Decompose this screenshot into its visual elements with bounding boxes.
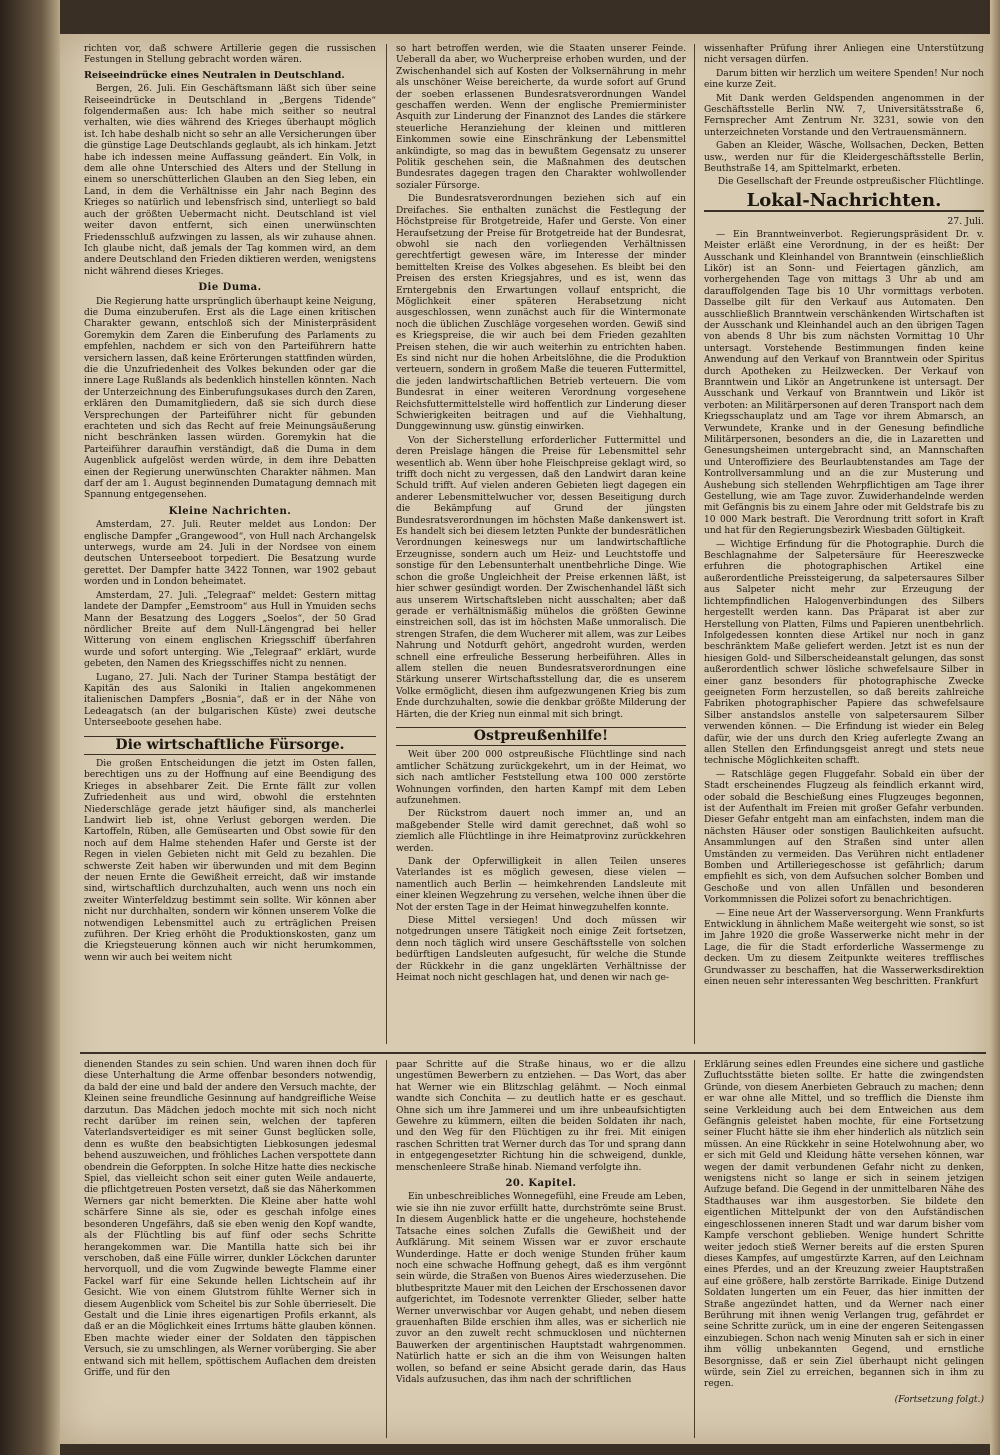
signature-line: Die Gesellschaft der Freunde ostpreußischer Flüchtlinge.: [717, 177, 984, 188]
paragraph: wissenhafter Prüfung ihrer Anliegen eine Unterstützung nicht versagen dürfen.: [704, 44, 984, 66]
chapter-heading: 20. Kapitel.: [505, 1178, 577, 1190]
feuilleton-column-3: [704, 1060, 984, 1438]
section-heading: Reiseeindrücke eines Neutralen in Deutschland.: [84, 69, 345, 81]
column-1: [84, 44, 376, 1044]
paragraph: — Ratschläge gegen Fluggefahr. Sobald ein über der Stadt erscheinendes Flugzeug als feindlich erkannt wird, oder sobald die Beschießung eines Flugzeuges begonnen, ist der Aufenthalt im Freien mit großer Gefahr verbunden. Dieser Gefahr entgeht man am einfachsten, indem man die nächsten Häuser oder sonstigen Baulichkeiten aufsucht. Ansammlungen auf den Straßen sind unter allen Umständen zu vermeiden. Das Verühren nicht entladener Bomben und Artilleriegeschosse ist gefährlich; darum empfiehlt es sich, von dem Aufsuchen solcher Bomben und Geschoße und von allen Unfällen und besonderen Vorkommnissen die Polizei sofort zu benachrichtigen.: [704, 769, 984, 906]
section-heading: Kleine Nachrichten.: [168, 505, 292, 517]
paragraph: — Wichtige Erfindung für die Photographie. Durch die Beschlagnahme der Salpetersäure für Heereszwecke erfuhren die photographischen Artikel eine außerordentliche Preissteigerung, da salpetersaures Silber aus Salpeter nicht mehr zur Erzeugung der lichtempfindlichen Halogenverbindungen des Silbers hergestellt werden kann. Das Präparat ist aber zur Herstellung von Platten, Films und Papieren unentbehrlich. Infolgedessen konnten diese Artikel nur noch in ganz beschränktem Maße geliefert werden. Jetzt ist es nun der hiesigen Gold- und Silberscheideanstalt gelungen, das sonst außerordentlich schwer lösliche schwefelsaure Silber in einer ganz besonders für photographische Zwecke geeigneten Form herzustellen, so daß bereits zahlreiche Fabriken photographischer Papiere das schwefelsaure Silber anstandslos anstelle von salpetersaurem Silber verwenden können. — Die Erfindung ist wieder ein Beleg dafür, wie der uns durch den Krieg auferlegte Zwang an allen Stellen den Erfindungsgeist anregt und stets neue technische Möglichkeiten schafft.: [704, 539, 984, 767]
page-edge: [990, 0, 1000, 1455]
paragraph: Dank der Opferwilligkeit in allen Teilen unseres Vaterlandes ist es möglich gewesen, diese vielen — namentlich auch Berlin — heimkehrenden Landsleute mit einer kleinen Wegzehrung zu versehen, welche ihnen über die Not der ersten Tage in der Heimat hinwegzuhelfen konnte.: [396, 857, 686, 913]
paragraph: Weit über 200 000 ostpreußische Flüchtlinge sind nach amtlicher Schätzung zurückgekehrt, um in der Heimat, wo sich nach amtlicher Feststellung etwa 100 000 zerstörte Wohnungen vorfinden, den harten Kampf mit dem Leben aufzunehmen.: [396, 750, 686, 806]
feuilleton-column-2: [396, 1060, 686, 1438]
paragraph: Erklärung seines edlen Freundes eine sichere und gastliche Zufluchtsstätte bieten sollte. Er hatte die zwingendsten Gründe, von diesem Anerbieten Gebrauch zu machen; denn er war ohne alle Mittel, und so trefflich die Dienste ihm seine Verkleidung auch bei dem Entweichen aus dem Gefängnis geleistet haben mochte, für eine Fortsetzung seiner Flucht hätte sie ihm eher hinderlich als nützlich sein müssen. An eine Rückkehr in seine Hotelwohnung aber, wo er sich mit Geld und Kleidung hätte versehen können, war wegen der damit verbundenen Gefahr nicht zu denken, wenigstens nicht so lange er sich in seinem jetzigen Aufzuge befand. Die Gegend in der unmittelbaren Nähe des Stadthauses war ihm ausgestorben. Sie bildete den eigentlichen Mittelpunkt der von den Aufständischen eingeschlossenen inneren Stadt und war darum bisher vom Kampfe verschont geblieben. Wenige hundert Schritte weiter jedoch stieß Werner bereits auf die ersten Spuren dieses Kampfes, auf umgestürzte Karren, auf den Leichnam eines Pferdes, und an der Kreuzung zweier Hauptstraßen auf eine größere, halb zerstörte Barrikade. Einige Dutzend Soldaten lungerten um ein Feuer, das hier inmitten der Straße angezündet hatten, und da Werner nach einer Berührung mit ihnen wenig Verlangen trug, gefährdet er seine Schritte zurück, um in eine der engeren Seitengassen einzubiegen. Schon nach wenig Minuten sah er sich in einer ihm völlig unbekannten Gegend, und ernstliche Besorgnisse, daß er sein Ziel überhaupt nicht gelingen würde, sein Ziel zu erreichen, begannen sich in ihm zu regen.: [704, 1060, 984, 1390]
paragraph: richten vor, daß schwere Artillerie gegen die russischen Festungen in Stellung gebracht worden wären.: [84, 44, 376, 66]
column-rule: [386, 44, 387, 1044]
column-3: [704, 44, 984, 1044]
dateline: 27. Juli.: [947, 216, 984, 228]
continuation-note: (Fortsetzung folgt.): [894, 1394, 984, 1405]
feuilleton-separator: [80, 1052, 986, 1054]
section-heading: Die Duma.: [198, 282, 262, 294]
paragraph: Mit Dank werden Geldspenden angenommen in der Geschäftsstelle Berlin NW. 7, Universitätsstraße 6, Fernsprecher Amt Zentrum Nr. 3231, sowie von den unterzeichneten Vorstande und den Vertrauensmännern.: [704, 93, 984, 138]
paragraph: Von der Sicherstellung erforderlicher Futtermittel und deren Preislage hängen die Preise für Lebensmittel sehr wesentlich ab. Wenn über hohe Fleischpreise geklagt wird, so trifft doch nicht zu vergessen, daß den Landwirt daran keine Schuld trifft. Auf vielen anderen Gebieten liegt dagegen ein anderer Lebensmittelwucher vor, dessen Beseitigung durch die Bekämpfung auf Grund der jüngsten Bundesratsverordnungen im höchsten Maße dankenswert ist. Es handelt sich bei diesem letzten Punkte der bundesrätlichen Verordnungen keineswegs nur um landwirtschaftliche Erzeugnisse, sondern auch um Heiz- und Leuchtstoffe und sonstige für den Lebensunterhalt unentbehrliche Dinge. Wie schon die große Ungleichheit der Preise erkennen läßt, ist hier schwer gesündigt worden. Der Zwischenhandel läßt sich aus unserem Wirtschaftsleben nicht ausschalten; aber daß gerade er verhältnismäßig mühelos die größten Gewinne einstreichen soll, das ist im höchsten Maße unmoralisch. Die strengen Strafen, die dem Wucherer mit allem, was zur Leibes Nahrung und Notdurft gehört, angedroht wurden, werden schnell eine erfreuliche Besserung herbeiführen. Alles in allem stellen die neuen Bundesratsverordnungen eine Stärkung unserer Wirtschaftsstellung dar, die es unserem Volke ermöglicht, diesen ihm aufgezwungenen Krieg bis zum Ende durchzuhalten, sowie die denkbar größte Milderung der Härten, die der Krieg nun einmal mit sich bringt.: [396, 435, 686, 720]
column-rule: [694, 1060, 695, 1438]
book-binding: [0, 0, 60, 1455]
paragraph: — Eine neue Art der Wasserversorgung. Wenn Frankfurts Entwicklung in ähnlichem Maße weitergeht wie sonst, so ist im Jahre 1920 die große Wasserwerke nicht mehr in der Lage, die für die Stadt erforderliche Wassermenge zu decken. Um zu diesem Zeitpunkte weiteres trefflisches Grundwasser zu beschaffen, hat die Wasserwerksdirektion einen neuen sehr interessanten Weg beschritten. Frankfurt: [704, 908, 984, 988]
column-2: [396, 44, 686, 1044]
feuilleton-column-1: [84, 1060, 376, 1438]
paragraph: Amsterdam, 27. Juli. „Telegraaf“ meldet: Gestern mittag landete der Dampfer „Eemstroom“ aus Hull in Ymuiden sechs Mann der Besatzung des Loggers „Soelos“, der 50 Grad nördlicher Breite auf dem Null-Längengrad bei heller Witterung von einem englischen Kriegsschiff überfahren wurde und sofort unterging. Wie „Telegraaf“ erklärt, wurde gebeten, den Namen des Kriegsschiffes nicht zu nennen.: [84, 590, 376, 670]
column-rule: [694, 44, 695, 1044]
paragraph: Amsterdam, 27. Juli. Reuter meldet aus London: Der englische Dampfer „Grangewood“, von Hull nach Archangelsk unterwegs, wurde am 24. Juli in der Nordsee von einem deutschen Unterseeboot torpediert. Die Besatzung wurde gerettet. Der Dampfer hatte 3422 Tonnen, war 1902 gebaut worden und in London beheimatet.: [84, 520, 376, 588]
paragraph: Bergen, 26. Juli. Ein Geschäftsmann läßt sich über seine Reiseeindrücke in Deutschland in „Bergens Tidende“ folgendermaßen aus: Ich habe mich seither so neutral verhalten, wie dies während des Krieges überhaupt möglich ist. Ich habe deshalb nicht so sehr an alle Versicherungen über die günstige Lage Deutschlands geglaubt, als ich hinkam. Jetzt habe ich indessen meine Auffassung geändert. Ein Volk, in dem alle ohne Unterschied des Alters und der Stellung in einem so unerschütterlichen Glauben an den Sieg leben, ein Land, in dem die Verhältnisse ein Jahr nach Beginn des Krieges so natürlich und lebensfrisch sind, unterliegt so bald auch der größten Uebermacht nicht. Deutschland ist viel weiter davon entfernt, sich einen unerwünschten Friedensschluß aufzwingen zu lassen, als wir zuhause ahnen. Ich glaube nicht, daß jemals der Tag kommen wird, an dem andere Deutschland den Frieden diktieren werden, wenigstens nicht während dieses Krieges.: [84, 84, 376, 277]
paragraph: Die Bundesratsverordnungen beziehen sich auf ein Dreifaches. Sie enthalten zunächst die Festlegung der Höchstpreise für Brotgetreide, Hafer und Gerste. Von einer Heraufsetzung der Preise für Brotgetreide hat der Bundesrat, obwohl sie nach den vorliegenden Verhältnissen gerechtfertigt gewesen wäre, im Interesse der minder bemittelten Kreise des Volkes abgesehen. Es bleibt bei den Preisen des ersten Kriegsjahres, und es ist, wenn das Erntergebnis den Erwartungen vollauf entspricht, die Möglichkeit einer späteren Herabsetzung nicht ausgeschlossen, wenn zunächst auch für die Wintermonate noch die üblichen Zuschläge vorgesehen worden. Gewiß sind es Kriegspreise, die wir auch bei dem Frieden gezahlten Preisen stehen, die wir auch weiterhin zu entrichten haben. Es sind nicht nur die hohen Arbeitslöhne, die die Produktion verteuern, sondern in großem Maße die teueren Futtermittel, die jeden landwirtschaftlichen Betrieb verteuern. Die vom Bundesrat in einer weiteren Verordnung vorgesehene Reichsfuttermittelstelle wird hoffentlich zur Linderung dieser Schwierigkeiten beitragen und auf die Viehhaltung, Dunggewinnung usw. günstig einwirken.: [396, 194, 686, 433]
section-title: Lokal-Nachrichten.: [704, 191, 984, 212]
paragraph: Lugano, 27. Juli. Nach der Turiner Stampa bestätigt der Kapitän des aus Saloniki in Italien angekommenen italienischen Dampfers „Bosnia“, daß er in der Nähe von Ledeagatsch (an der bulgarischen Küste) zwei deutsche Unterseeboote gesehen habe.: [84, 672, 376, 729]
column-rule: [386, 1060, 387, 1438]
article-title: Ostpreußenhilfe!: [396, 727, 686, 746]
paragraph: Der Rückstrom dauert noch immer an, und an maßgebender Stelle wird damit gerechnet, daß wohl so ziemlich alle Flüchtlinge in ihre Heimatprovinz zurückkehren werden.: [396, 809, 686, 854]
paragraph: Diese Mittel versiegen! Und doch müssen wir notgedrungen unsere Tätigkeit noch einige Zeit fortsetzen, denn noch täglich wird unsere Geschäftsstelle von solchen bedürftigen Landsleuten aufgesucht, für welche die Stunde der Rückkehr in die ganz ungeklärten Verhältnisse der Heimat noch nicht geschlagen hat, und denen wir nach ge-: [396, 916, 686, 984]
paragraph: paar Schritte auf die Straße hinaus, wo er die allzu ungestümen Bewerbern zu entziehen. — Das Wort, das aber hat Werner wie ein Blitzschlag gelähmt. — Noch einmal wandte sich Conchita — zu deutlich hatte er es geschaut. Ohne sich um ihre Jammerei und um ihre unbeaufsichtigten Gewehre zu kümmern, eilten die beiden Soldaten ihr nach, und den Weg für den Flüchtigen zu ihr frei. Mit einigen raschen Schritten trat Werner durch das Tor und sprang dann in entgegengesetzter Richtung hin die schweigend, dunkle, menschenleere Straße hinab. Niemand verfolgte ihn.: [396, 1060, 686, 1173]
paragraph: Gaben an Kleider, Wäsche, Wollsachen, Decken, Betten usw., werden nur für die Kleidergeschäftsstelle Berlin, Beuthstraße 14, am Spittelmarkt, erbeten.: [704, 141, 984, 175]
paragraph: Ein unbeschreibliches Wonnegefühl, eine Freude am Leben, wie sie ihn nie zuvor erfüllt hatte, durchströmte seine Brust. In diesem Augenblick hatte er die ungeheure, hochstehende Tatsache eines solchen Zufalls die Gewißheit und der Aufklärung. Mit seinem Wissen war er zuvor erschaute Wunderdinge. Hatte er doch wenige Stunden früher kaum noch eine schwache Hoffnung gehegt, daß es ihm vergönnt sein würde, die Straßen von Buenos Aires wiederzusehen. Die blutbespritzte Mauer mit den Leichen der Erschossenen davor aufgerichtet, im Todesnote verrenkter Glieder, selber hatte Werner unverwischbar vor Augen gehabt, und neben diesem grauenhaften Bilde erschien ihm alles, was er sicherlich nie zuvor an den zuwelt recht schmucklosen und nüchternen Bauwerken der argentinischen Hauptstadt wahrgenommen. Natürlich hatte er sich an die ihm von Weisungen halten wollen, so befand er seine Absicht gerade darin, das Haus Vidals aufzusuchen, das ihm nach der schriftlichen: [396, 1192, 686, 1385]
paragraph: dienenden Standes zu sein schien. Und waren ihnen doch für diese Unterhaltung die Arme offenbar besonders notwendig, da bald der eine und bald der andere den Versuch machte, der Kleinen seine freundliche Gesinnung auf handgreifliche Weise darzutun. Das Mädchen jedoch mochte mit sich noch nicht recht darüber im reinen sein, welchen der tapferen Vaterlandsverteidiger es mit seiner Gunst beglücken solle, denn es wußte den beabsichtigten Liebkosungen jedesmal behend auszuweichen, und fröhliches Lachen verspottete dann obendrein die Geforppten. In solche Hitze hatte dies neckische Spiel, das vielleicht schon seit einer guten Weile andauerte, die pflichtgetreuen Posten versetzt, daß sie das Näherkommen Werners gar nicht bemerkten. Die Kleine aber hatte wohl schärfere Sinne als sie, oder es geschah infolge eines besonderen Ungefährs, daß sie eben wenig den Kopf wandte, als der Flüchtling bis auf fünf oder sechs Schritte herangekommen war. Die Mantilla hatte sich bei ihr verschoben, daß eine Fülle wirrer, dunkler Löckchen darunter hervorquoll, und die vom Zugwinde bewegte Flamme einer Fackel warf für eine Sekunde hellen Lichtschein auf ihr Gesicht. Wie von einem Glutstrom fühlte Werner sich in diesem Augenblick vom Scheitel bis zur Sohle überrieselt. Die Gestalt und die Linie ihres eigenartigen Profils erkannt, als daß er an die Möglichkeit eines Irrtums hätte glauben können. Eben machte wieder einer der Soldaten den täppischen Versuch, sie zu umschlingen, als Werner vorüberging. Sie aber entwand sich mit hellem, spöttischem Auflachen dem dreisten Griffe, und für den: [84, 1060, 376, 1378]
paragraph: Die großen Entscheidungen die jetzt im Osten fallen, berechtigen uns zu der Hoffnung auf eine Beendigung des Krieges in absehbarer Zeit. Die Ernte fällt zur vollen Zufriedenheit aus und wird, obwohl die erstehnten Niederschläge gerade jetzt häufiger sind, als mancherlei Landwirt lieb ist, ohne Verlust geborgen werden. Die Kartoffeln, Rüben, alle Gemüsearten und Obst sowie für den noch auf dem Halme stehenden Hafer und Gerste ist der Regen in vielen Gebieten nicht mit Geld zu bezahlen. Die schwerste Zeit haben wir überwunden und mit dem Beginn der neuen Ernte die Gewißheit erreicht, daß wir imstande sind, wirtschaftlich durchzuhalten, auch wenn uns noch ein zweiter Winterfeldzug bestimmt sein sollte. Wir können aber nicht nur durchhalten, sondern wir können unserem Volke die notwendigen Lebensmittel auch zu erträglichen Preisen zuführen. Der Krieg erhöht die Produktionskosten, ganz um die Kriegsteuerung können auch wir nicht herumkommen, wenn wir auch bei weitem nicht: [84, 758, 376, 963]
paragraph: so hart betroffen werden, wie die Staaten unserer Feinde. Ueberall da aber, wo Wucherpreise erhoben wurden, und der Zwischenhandel sich auf Kosten der Volksernährung in mehr als unschöner Weise bereicherte, da wurde sofort auf Grund der soeben erlassenen Bundesratsverordnungen Wandel geschaffen werden. Wenn der englische Premierminister Asquith zur Linderung der Finanznot des Landes die stärkere steuerliche Heranziehung der kleinen und mittleren Einkommen sowie eine Einschränkung der Lebensmittel ankündigte, so mag das in bewußtem Gegensatz zu unserer Politik geschehen sein, die Maßnahmen des deutschen Bundesrates dagegen tragen den Charakter wohlwollender sozialer Fürsorge.: [396, 44, 686, 191]
article-title: Die wirtschaftliche Fürsorge.: [84, 736, 376, 755]
newspaper-page: [60, 34, 990, 1444]
paragraph: Darum bitten wir herzlich um weitere Spenden! Nur noch eine kurze Zeit.: [704, 68, 984, 91]
paragraph: — Ein Branntweinverbot. Regierungspräsident Dr. v. Meister erläßt eine Verordnung, in der es heißt: Der Ausschank und Kleinhandel von Branntwein (einschließlich Likör) ist an Sonn- und Feiertagen gänzlich, am vorhergehenden Tage von mittags 3 Uhr ab und am darauffolgenden Tage bis 10 Uhr vormittags verboten. Dasselbe gilt für den Verkauf aus Automaten. Den ausschließlich Branntwein verschänkenden Wirtschaften ist der Ausschank und Kleinhandel auch an den übrigen Tagen von abends 8 Uhr bis zum nächsten Vormittag 10 Uhr untersagt. Vorstehende Bestimmungen finden keine Anwendung auf den Verkauf von Branntwein oder Spiritus durch Apotheken zu Heilzwecken. Der Verkauf von Branntwein und Likör an Angetrunkene ist untersagt. Der Ausschank und Verkauf von Branntwein und Likör ist verboten: an Militärpersonen auf deren Transport nach dem Kriegsschauplatz und am Tage vor ihrem Abmarsch, an Verwundete, Kranke und in der Genesung befindliche Militärpersonen, besonders an die, die in Lazaretten und Genesungsheimen untergebracht sind, an Mannschaften und Unteroffiziere des Beurlaubtenstandes am Tage der Kontrollversammlung und an die zur Musterung und Aushebung sich stellenden Wehrpflichtigen am Tage ihrer Gestellung, wie am Tage zuvor. Zuwiderhandelnde werden mit Gefängnis bis zu einem Jahre oder mit Geldstrafe bis zu 10 000 Mark bestraft. Die Verordnung tritt sofort in Kraft und hat für den Regierungsbezirk Wiesbaden Gültigkeit.: [704, 229, 984, 537]
paragraph: Die Regierung hatte ursprünglich überhaupt keine Neigung, die Duma einzuberufen. Erst als die Lage einen kritischen Charakter gewann, entschloß sich der Ministerpräsident Goremykin dem Zaren die Einberufung des Parlaments zu empfehlen, nachdem er sich von den Parteiführern hatte versichern lassen, daß keine Erörterungen stattfinden würden, die die Unzufriedenheit des Volkes bekunden oder gar die innere Lage Rußlands als bedenklich hinstellen könnten. Nach der Unterzeichnung des Einberufungsukases durch den Zaren, erklären den Dumamitgliedern, daß sie sich durch diese Versprechungen der Parteiführer nicht für gebunden erachteten und sich das Recht auf freie Meinungsäußerung nicht beschränken lassen würden. Goremykin hat die Parteiführer daraufhin verständigt, daß die Duma in dem Augenblick aufgelöst werden würde, in dem ihre Debatten einen der Regierung unerwünschten Charakter nähmen. Man darf der am 1. August beginnenden Dumatagung demnach mit Spannung entgegensehen.: [84, 296, 376, 501]
